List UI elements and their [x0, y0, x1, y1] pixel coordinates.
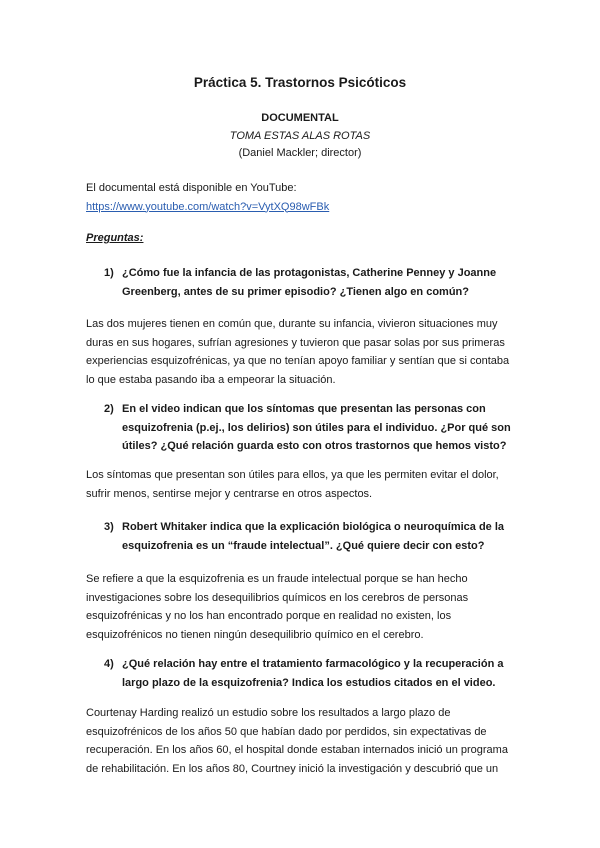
- question-text: Robert Whitaker indica que la explicación biológica o neuroquímica de la esquizofrenia es un “fraude intelectual”. ¿Qué quiere decir con esto?: [122, 521, 505, 552]
- answer-4: Courtenay Harding realizó un estudio sobre los resultados a largo plazo de esquizofrénicos de los años 50 que habían dado por perdidos, sin expectativas de recuperación. En los años 60, el hospital donde estaban internados inició un programa de rehabilitación. En los años 80, Courtney inició la investigación y descubrió que un: [86, 707, 508, 775]
- question-3: [104, 518, 514, 555]
- question-1: [104, 264, 514, 301]
- question-2: [104, 400, 514, 456]
- documentary-title: TOMA ESTAS ALAS ROTAS: [229, 130, 371, 142]
- question-number: 1): [104, 267, 114, 279]
- question-number: 2): [104, 403, 114, 415]
- answer-3: Se refiere a que la esquizofrenia es un fraude intelectual porque se han hecho investigaciones sobre los desequilibrios químicos en los cerebros de personas esquizofrénicas y no los han encontrado porque en realidad no existen, los esquizofrénicos no tienen ningún desequilibrio químico en el cerebro.: [86, 573, 469, 641]
- question-number: 4): [104, 658, 114, 670]
- question-text: En el video indican que los síntomas que presentan las personas con esquizofrenia (p.ej., los delirios) son útiles para el individuo. ¿Por qué son útiles? ¿Qué relación guarda esto con otros trastornos que hemos visto?: [122, 403, 511, 452]
- youtube-link[interactable]: https://www.youtube.com/watch?v=VytXQ98wFBk: [86, 200, 330, 213]
- documentary-director: (Daniel Mackler; director): [238, 147, 362, 159]
- question-text: ¿Qué relación hay entre el tratamiento farmacológico y la recuperación a largo plazo de la esquizofrenia? Indica los estudios citados en el video.: [122, 658, 504, 689]
- answer-1: Las dos mujeres tienen en común que, durante su infancia, vivieron situaciones muy duras en sus hogares, sufrían agresiones y tuvieron que pasar solas por sus primeras experiencias esquizofrénicas, ya que no tenían apoyo familiar y sentían que si contaba lo que estaba pasando iba a empeorar la situación.: [86, 318, 510, 386]
- questions-heading: Preguntas:: [86, 232, 144, 244]
- documentary-label: DOCUMENTAL: [261, 112, 339, 124]
- question-number: 3): [104, 521, 114, 533]
- availability-paragraph: [86, 179, 518, 216]
- page-title: Práctica 5. Trastornos Psicóticos: [193, 75, 407, 90]
- question-4: [104, 655, 514, 692]
- availability-text: El documental está disponible en YouTube:: [86, 182, 297, 194]
- answer-2: Los síntomas que presentan son útiles para ellos, ya que les permiten evitar el dolor, sufrir menos, sentirse mejor y centrarse en otros aspectos.: [86, 469, 499, 500]
- question-text: ¿Cómo fue la infancia de las protagonistas, Catherine Penney y Joanne Greenberg, antes de su primer episodio? ¿Tienen algo en común?: [122, 267, 497, 298]
